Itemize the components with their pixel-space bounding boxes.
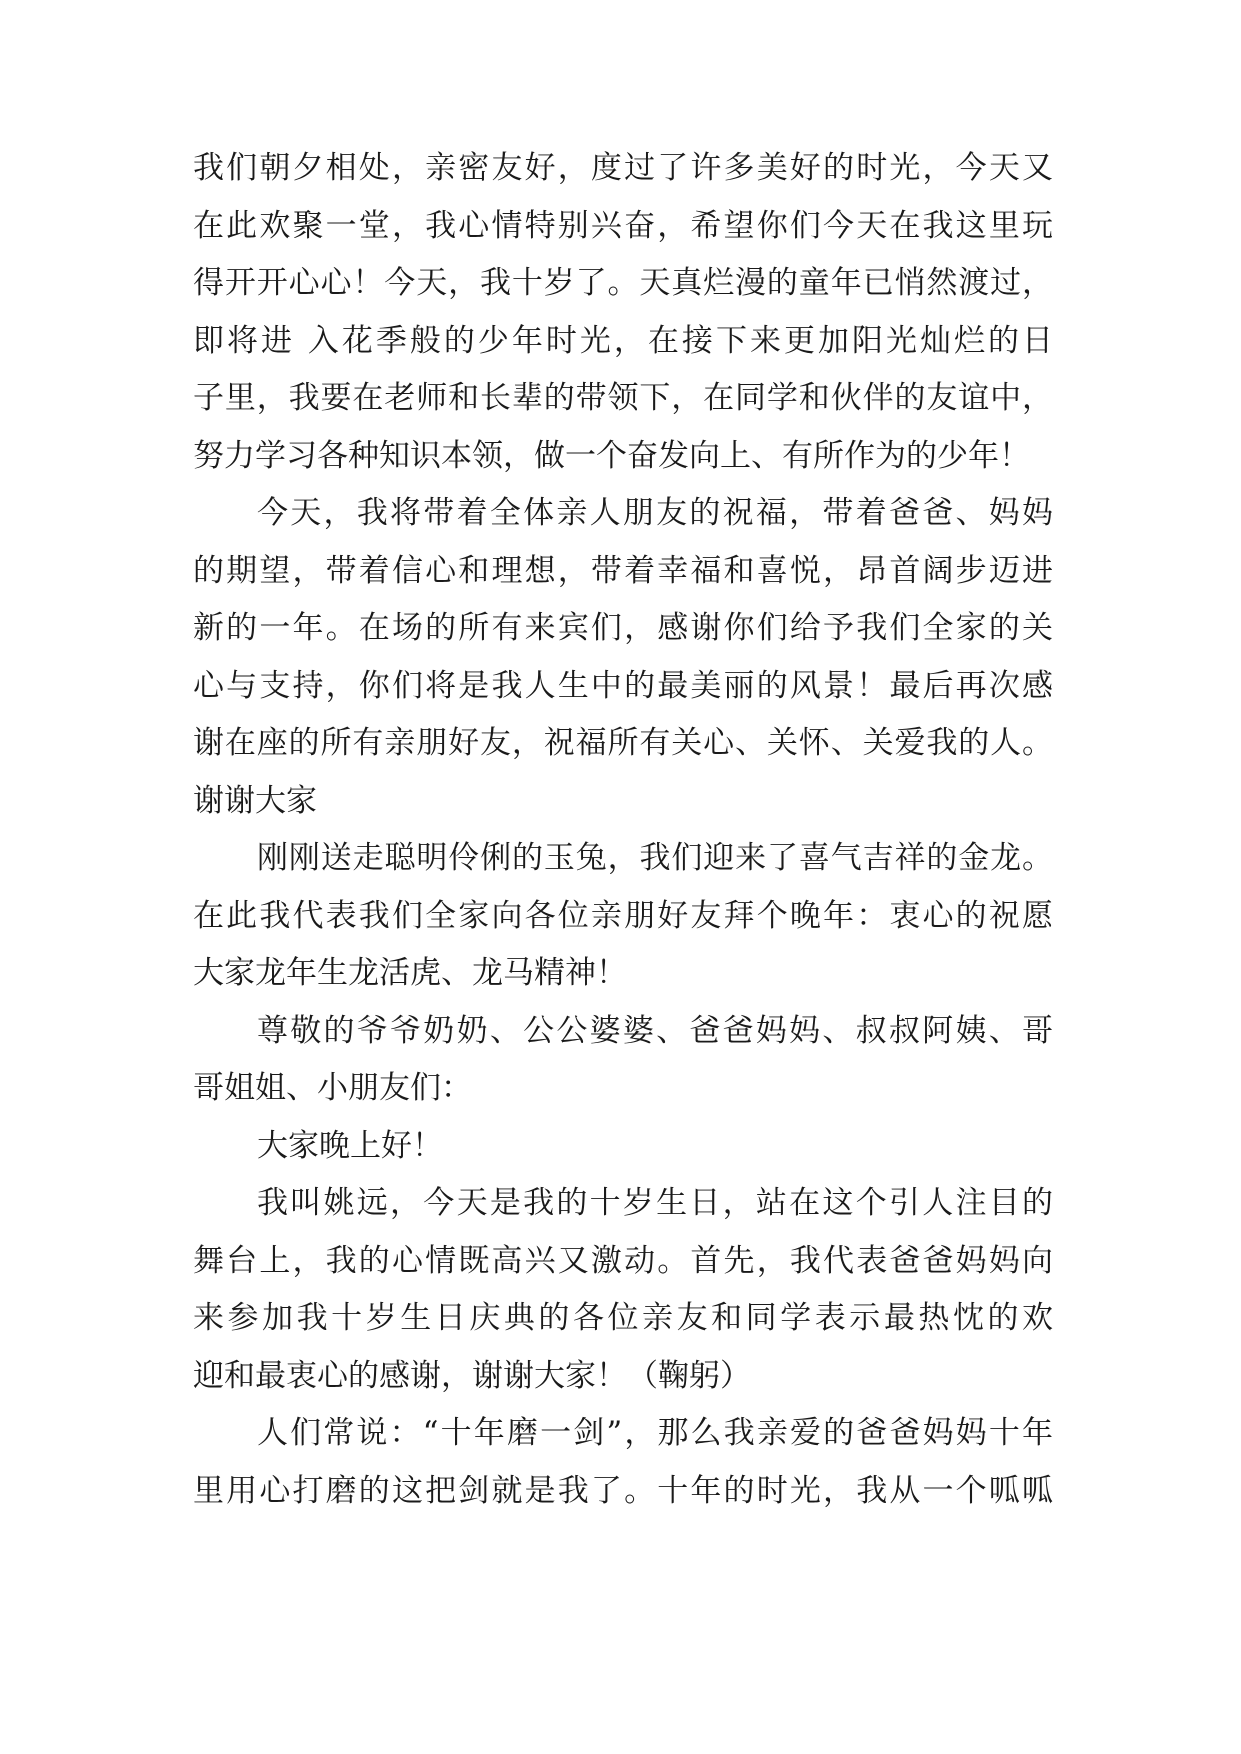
text-line: 努力学习各种知识本领，做一个奋发向上、有所作为的少年！: [193, 437, 1030, 474]
text-line: 人们常说：“十年磨一剑”，那么我亲爱的爸爸妈妈十年: [257, 1415, 1053, 1451]
text-line: 在此欢聚一堂，我心情特别兴奋，希望你们今天在我这里玩: [193, 207, 1053, 244]
text-line: 得开开心心！今天，我十岁了。天真烂漫的童年已悄然渡过，: [193, 265, 1053, 301]
text-line: 舞台上，我的心情既高兴又激动。首先，我代表爸爸妈妈向: [193, 1242, 1053, 1279]
text-line: 大家晚上好！: [257, 1127, 443, 1164]
text-line: 即将进 入花季般的少年时光，在接下来更加阳光灿烂的日: [193, 322, 1053, 359]
text-line: 我叫姚远，今天是我的十岁生日，站在这个引人注目的: [257, 1185, 1053, 1221]
text-line: 谢在座的所有亲朋好友，祝福所有关心、关怀、关爱我的人。: [193, 725, 1053, 761]
text-line: 我们朝夕相处，亲密友好，度过了许多美好的时光，今天又: [193, 150, 1053, 186]
text-line: 的期望，带着信心和理想，带着幸福和喜悦，昂首阔步迈进: [193, 552, 1053, 589]
text-line: 今天，我将带着全体亲人朋友的祝福，带着爸爸、妈妈: [257, 495, 1053, 531]
text-line: 子里，我要在老师和长辈的带领下，在同学和伙伴的友谊中，: [193, 380, 1053, 416]
text-line: 在此我代表我们全家向各位亲朋好友拜个晚年：衷心的祝愿: [193, 897, 1053, 934]
body-text: [193, 140, 1053, 1520]
text-line: 尊敬的爷爷奶奶、公公婆婆、爸爸妈妈、叔叔阿姨、哥: [257, 1012, 1053, 1049]
text-line: 大家龙年生龙活虎、龙马精神！: [193, 955, 627, 991]
text-line: 里用心打磨的这把剑就是我了。十年的时光，我从一个呱呱: [193, 1472, 1053, 1509]
text-line: 来参加我十岁生日庆典的各位亲友和同学表示最热忱的欢: [193, 1300, 1053, 1336]
text-line: 迎和最衷心的感谢，谢谢大家！（鞠躬）: [193, 1357, 751, 1394]
text-line: 哥姐姐、小朋友们：: [193, 1070, 472, 1106]
text-line: 新的一年。在场的所有来宾们，感谢你们给予我们全家的关: [193, 610, 1053, 646]
text-line: 谢谢大家: [193, 782, 317, 819]
text-line: 刚刚送走聪明伶俐的玉兔，我们迎来了喜气吉祥的金龙。: [257, 840, 1053, 876]
text-line: 心与支持，你们将是我人生中的最美丽的风景！最后再次感: [193, 667, 1053, 704]
